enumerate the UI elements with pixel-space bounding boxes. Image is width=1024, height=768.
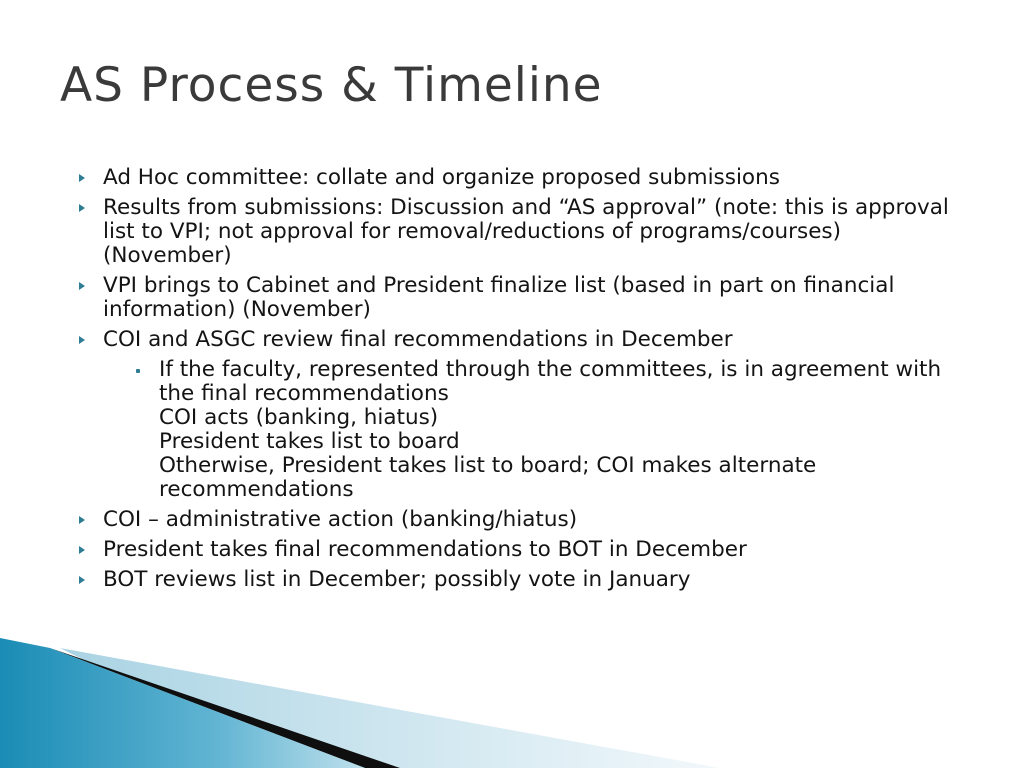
bullet-text: COI – administrative action (banking/hiatus) [103,507,578,532]
bullet-item [76,274,956,322]
slide-title: AS Process & Timeline [60,58,603,113]
triangle-bullet-icon [79,174,85,182]
corner-wave-decoration [0,638,720,768]
square-bullet-icon [136,369,140,373]
sub-bullet-line: COI acts (banking, hiatus) [159,405,439,430]
triangle-bullet-icon [79,546,85,554]
bullet-text: President takes final recommendations to BOT in December [103,537,747,562]
bullet-text: Ad Hoc committee: collate and organize proposed submissions [103,165,780,190]
bullet-item [76,538,956,562]
bullet-item [76,166,956,190]
sub-bullet-item [132,358,956,502]
sub-bullet-list [103,358,956,502]
bullet-item [76,568,956,592]
sub-bullet-line: If the faculty, represented through the committees, is in agreement with the final recommendations [159,357,942,406]
bullet-text: Results from submissions: Discussion and “AS approval” (note: this is approval list to VPI; not approval for removal/reductions of programs/courses) (November) [103,195,949,268]
triangle-bullet-icon [79,576,85,584]
triangle-bullet-icon [79,516,85,524]
sub-bullet-line: Otherwise, President takes list to board; COI makes alternate recommendations [159,453,817,502]
sub-bullet-line: President takes list to board [159,429,460,454]
bullet-text: VPI brings to Cabinet and President finalize list (based in part on financial information) (November) [103,273,895,322]
bullet-item [76,196,956,268]
bullet-text: BOT reviews list in December; possibly vote in January [103,567,691,592]
triangle-bullet-icon [79,282,85,290]
triangle-bullet-icon [79,336,85,344]
triangle-bullet-icon [79,204,85,212]
bullet-item [76,328,956,502]
bullet-text: COI and ASGC review final recommendations in December [103,327,733,352]
bullet-list [76,166,956,598]
bullet-item [76,508,956,532]
